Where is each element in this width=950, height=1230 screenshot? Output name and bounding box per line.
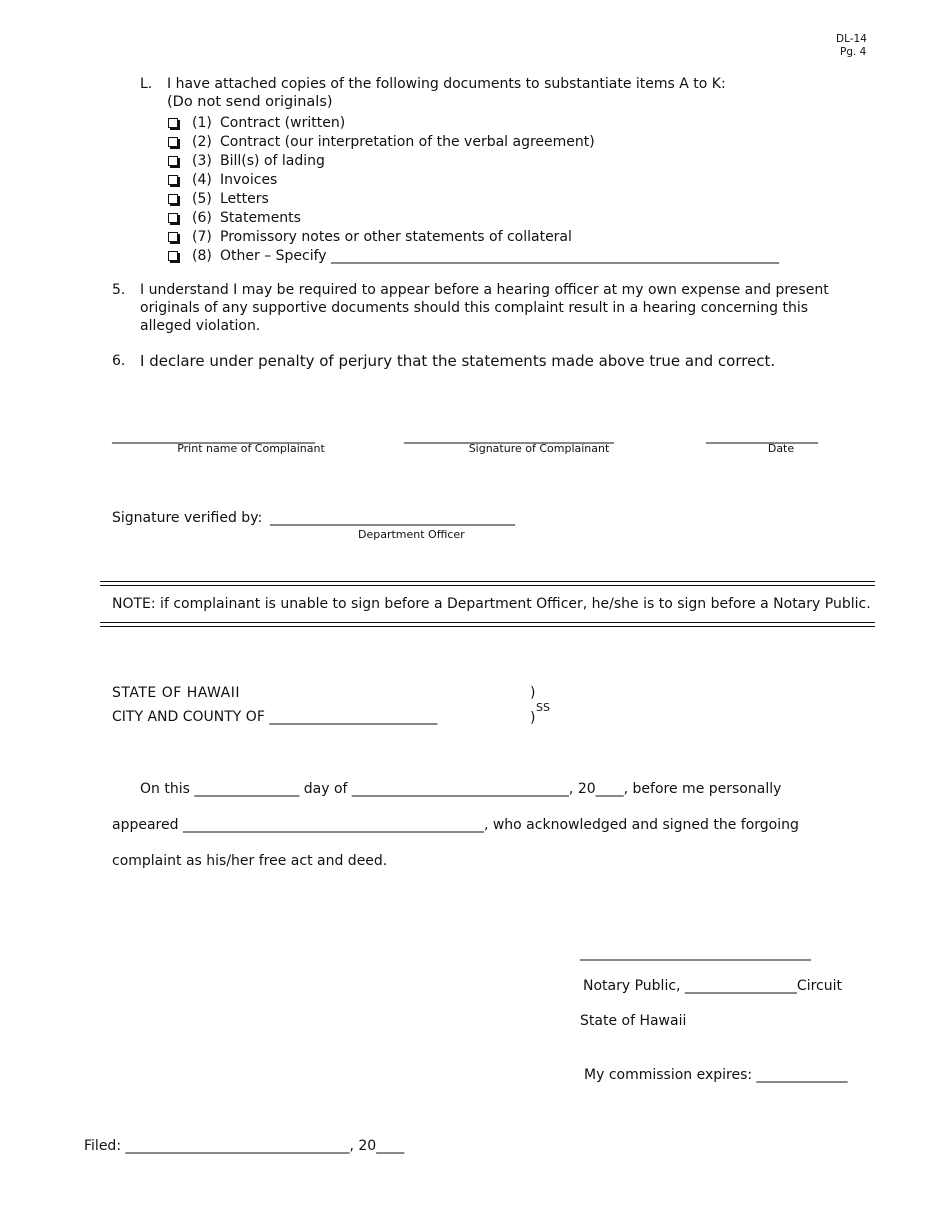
notary-signature-field[interactable]: _________________________________ — [580, 945, 811, 961]
verified-field[interactable]: ___________________________________ — [270, 510, 515, 526]
option-number: (7) — [192, 228, 212, 245]
verified-label: Signature verified by: — [112, 510, 263, 526]
option-number: (5) — [192, 190, 212, 207]
item-l-text: I have attached copies of the following documents to substantiate items A to K: — [167, 76, 726, 92]
option-number: (1) — [192, 114, 212, 131]
note-bottom-rule-2 — [100, 626, 875, 627]
ack-line-1[interactable]: On this _______________ day of _______________________________, 20____, before me personally — [140, 781, 782, 797]
print-name-label: Print name of Complainant — [177, 442, 325, 455]
notary-state: State of Hawaii — [580, 1013, 687, 1029]
checklist-item — [168, 132, 779, 151]
commission-expires-field[interactable]: My commission expires: _____________ — [584, 1067, 848, 1083]
checkbox-statements[interactable] — [168, 213, 178, 223]
item-6 — [112, 352, 852, 370]
checklist-item — [168, 189, 779, 208]
item-6-text: I declare under penalty of perjury that the statements made above true and correct. — [140, 352, 776, 370]
option-label: Statements — [220, 209, 301, 226]
option-number: (4) — [192, 171, 212, 188]
county-field[interactable]: CITY AND COUNTY OF ________________________ — [112, 709, 438, 725]
state-heading: STATE OF HAWAII — [112, 685, 240, 701]
ack-line-2[interactable]: appeared ___________________________________________, who acknowledged and signed the forgoing — [112, 817, 799, 833]
checkbox-bill-of-lading[interactable] — [168, 156, 178, 166]
signature-label: Signature of Complainant — [468, 442, 610, 455]
department-officer-label: Department Officer — [358, 528, 465, 541]
option-other-specify-field[interactable]: Other – Specify ________________________________________________________________ — [220, 247, 780, 264]
item-5-text: I understand I may be required to appear before a hearing officer at my own expense and present originals of any supportive documents should this complaint result in a hearing concerning this alleged violation. — [140, 282, 829, 334]
item-l-subtext: (Do not send originals) — [167, 94, 333, 110]
option-label: Promissory notes or other statements of collateral — [220, 228, 572, 245]
filed-field[interactable]: Filed: ________________________________, 20____ — [84, 1138, 405, 1154]
option-label: Contract (written) — [220, 114, 346, 131]
checklist-item — [168, 151, 779, 170]
option-label: Letters — [220, 190, 269, 207]
checkbox-letters[interactable] — [168, 194, 178, 204]
checklist-item — [168, 170, 779, 189]
signature-field[interactable]: ______________________________ — [404, 428, 614, 444]
option-label: Bill(s) of lading — [220, 152, 325, 169]
option-number: (8) — [192, 247, 212, 264]
note-top-rule-2 — [100, 585, 875, 586]
item-6-number: 6. — [112, 353, 126, 369]
item-5-number: 5. — [112, 282, 126, 298]
checkbox-other[interactable] — [168, 251, 178, 261]
document-checklist — [168, 113, 779, 265]
date-field[interactable]: ________________ — [706, 428, 818, 444]
checkbox-invoices[interactable] — [168, 175, 178, 185]
page-number: Pg. 4 — [840, 46, 867, 58]
print-name-field[interactable]: _____________________________ — [112, 428, 315, 444]
note-bottom-rule-1 — [100, 622, 875, 623]
venue-paren-top: ) — [530, 685, 536, 701]
checklist-item — [168, 113, 779, 132]
option-number: (2) — [192, 133, 212, 150]
notary-note: NOTE: if complainant is unable to sign before a Department Officer, he/she is to sign before a Notary Public. — [112, 596, 871, 612]
checklist-item — [168, 208, 779, 227]
checklist-item — [168, 246, 779, 265]
date-label: Date — [767, 442, 795, 455]
checklist-item — [168, 227, 779, 246]
form-id: DL-14 — [836, 33, 867, 45]
item-5 — [112, 281, 852, 335]
checkbox-promissory-notes[interactable] — [168, 232, 178, 242]
checkbox-written-contract[interactable] — [168, 118, 178, 128]
venue-paren-bottom: ) — [530, 710, 536, 726]
option-label: Contract (our interpretation of the verbal agreement) — [220, 133, 595, 150]
option-number: (6) — [192, 209, 212, 226]
item-l-label: L. — [140, 76, 153, 92]
option-label: Invoices — [220, 171, 278, 188]
option-number: (3) — [192, 152, 212, 169]
ack-line-3: complaint as his/her free act and deed. — [112, 853, 388, 869]
checkbox-verbal-contract[interactable] — [168, 137, 178, 147]
note-top-rule-1 — [100, 581, 875, 582]
notary-public-circuit[interactable]: Notary Public, ________________Circuit — [583, 978, 842, 994]
venue-ss: SS — [536, 701, 550, 714]
